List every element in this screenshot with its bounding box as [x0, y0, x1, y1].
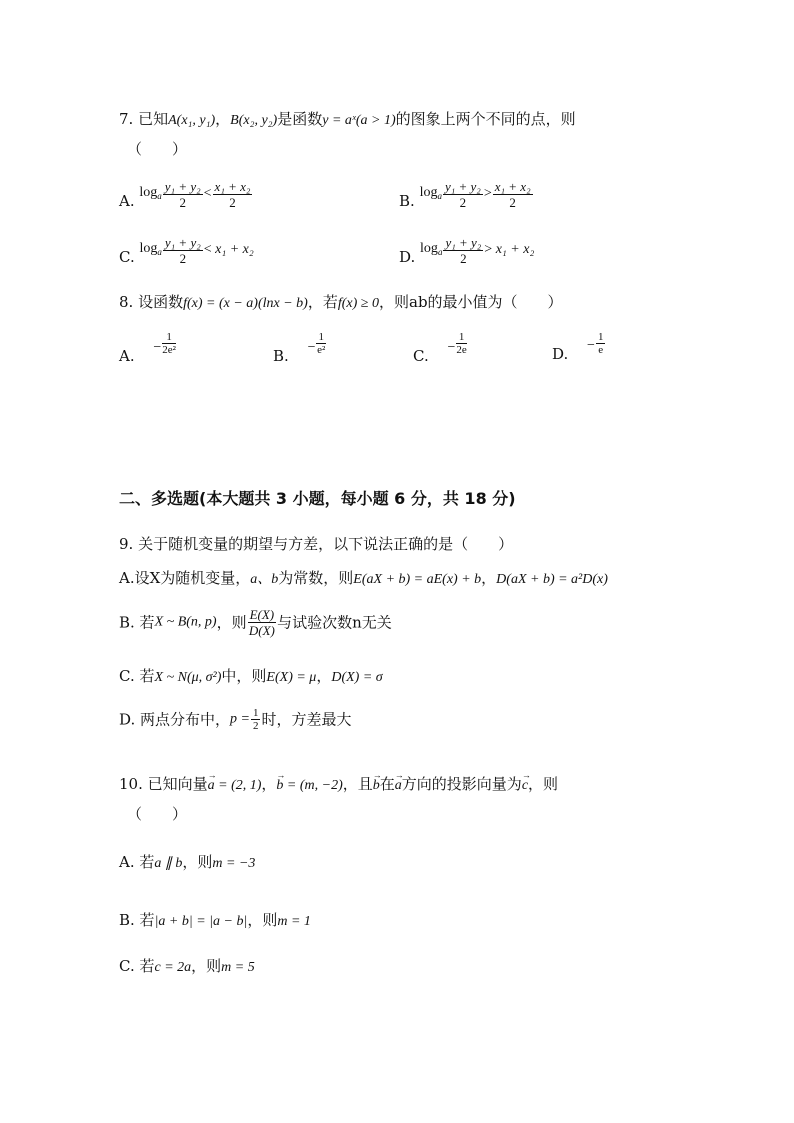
- option-label: B.: [273, 347, 289, 365]
- q10-b-condition: |a + b| = |a − b|: [154, 914, 248, 929]
- q10-a: → a: [395, 777, 402, 795]
- q7-option-a: [119, 178, 253, 210]
- q7-option-d: [399, 234, 534, 266]
- q7-pre: 已知: [138, 110, 169, 128]
- q9-c-pre: C. 若: [119, 667, 155, 685]
- q10-b-result: m = 1: [277, 914, 311, 929]
- greater-than: >: [483, 186, 492, 201]
- q10-post1: ，且: [342, 775, 373, 793]
- q9-d-half: $\frac{1}{2}$: [252, 707, 259, 732]
- fraction-x: $\frac{\text{x₁ + x₂}}{2}$: [494, 178, 531, 210]
- q9-b-ratio: $\frac{E(X)}{D(X)}$: [248, 607, 275, 638]
- minus-sign: −: [153, 340, 162, 355]
- fraction-y: $\frac{\text{y₁ + y₂}}{2}$: [444, 178, 481, 210]
- q7-mid: 是函数: [277, 110, 323, 128]
- q7-option-c: [119, 234, 254, 266]
- q9-a-pre: A.设X为随机变量，: [119, 569, 251, 587]
- q7-sep: ，: [215, 110, 231, 128]
- q10-c-result: m = 5: [221, 960, 255, 975]
- minus-sign: −: [447, 340, 456, 355]
- q9-b-distribution: X ~ B(n, p): [154, 614, 217, 630]
- answer-fraction: $\frac{1}{2e}$: [456, 331, 467, 356]
- q7-point-b: B(x₂, y₂): [230, 113, 278, 128]
- q9-b-post: 与试验次数n无关: [277, 613, 392, 632]
- q9-a-expectation: E(aX + b) = aE(x) + b: [353, 572, 482, 587]
- option-label: D.: [399, 248, 416, 266]
- q7-option-b: [399, 178, 534, 210]
- q9-a-variance: D(aX + b) = a²D(x): [496, 572, 608, 587]
- option-label: A.: [119, 347, 135, 365]
- q9-c-sep: ，: [316, 667, 332, 685]
- q9-a-mid: 为常数，则: [278, 569, 354, 587]
- q10-post3: ，则: [528, 775, 559, 793]
- q9-d-post: 时，方差最大: [261, 710, 352, 729]
- q9-c-expectation: E(X) = μ: [266, 670, 317, 685]
- q10-a-result: m = −3: [212, 856, 256, 871]
- answer-fraction: $\frac{1}{e}$: [597, 331, 604, 356]
- minus-sign: −: [307, 340, 316, 355]
- q9-stem: 9. 关于随机变量的期望与方差，以下说法正确的是（ ）: [119, 535, 514, 553]
- q10-pre: 10. 已知向量: [119, 775, 208, 793]
- q8-number: 8.: [119, 293, 134, 311]
- q8-condition: f(x) ≥ 0: [337, 296, 379, 311]
- q10-b-pre: B. 若: [119, 911, 155, 929]
- option-label: C.: [413, 347, 429, 365]
- q9-c-mid: 中，则: [221, 667, 267, 685]
- less-than: <: [203, 186, 212, 201]
- q8-comma: ，若: [307, 293, 338, 311]
- q9-c-distribution: X ~ N(μ, σ²): [154, 670, 222, 685]
- q10-vector-a: → a = (2, 1): [208, 777, 262, 795]
- q7-post: 的图象上两个不同的点，则: [395, 110, 576, 128]
- q10-paren: （ ）: [127, 805, 188, 823]
- rhs-sum: < x₁ + x₂: [203, 242, 254, 257]
- q8-stem: [119, 293, 563, 313]
- q10-c-pre: C. 若: [119, 957, 155, 975]
- fraction-y: $\frac{\text{y₁ + y₂}}{2}$: [445, 234, 482, 266]
- q8-pre: 设函数: [138, 293, 184, 311]
- q10-stem: [119, 775, 558, 795]
- fraction-y: $\frac{\text{y₁ + y₂}}{2}$: [164, 234, 201, 266]
- q10-option-b: [119, 911, 311, 931]
- q9-d-p: p =: [230, 711, 250, 727]
- log-symbol: $\log_a$: [139, 240, 162, 257]
- q9-b-pre: B. 若: [119, 613, 155, 632]
- q8-option-c: [413, 331, 468, 365]
- option-label: C.: [119, 248, 135, 266]
- q7-point-a: A(x₁, y₁): [168, 113, 216, 128]
- q7-stem: [119, 110, 576, 130]
- fraction-x: $\frac{\text{x₁ + x₂}}{2}$: [214, 178, 251, 210]
- option-label: A.: [119, 192, 135, 210]
- q10-in: 在: [379, 775, 395, 793]
- q8-option-a: [119, 331, 177, 365]
- q7-number: 7.: [119, 110, 134, 128]
- log-symbol: $\log_a$: [420, 240, 443, 257]
- q9-a-sep: ，: [481, 569, 497, 587]
- log-symbol: $\log_a$: [139, 184, 162, 201]
- q7-paren: （ ）: [127, 140, 188, 158]
- q10-b-post: ，则: [247, 911, 278, 929]
- option-label: B.: [399, 192, 415, 210]
- q10-sep: ，: [261, 775, 277, 793]
- q10-a-condition: a ∥ b: [154, 856, 183, 871]
- log-symbol: $\log_a$: [419, 184, 442, 201]
- q7-function: y = aˣ(a > 1): [322, 113, 396, 128]
- q9-d-pre: D. 两点分布中，: [119, 710, 231, 729]
- q8-function: f(x) = (x − a)(lnx − b): [183, 296, 308, 311]
- minus-sign: −: [587, 338, 595, 353]
- q9-option-c: [119, 667, 383, 687]
- q9-option-a: [119, 569, 608, 589]
- q10-c-post: ，则: [191, 957, 222, 975]
- q9-a-constants: a、b: [250, 572, 279, 587]
- q10-option-c: [119, 957, 255, 977]
- q9-option-b: [119, 607, 392, 638]
- q10-a-pre: A. 若: [119, 853, 155, 871]
- option-label: D.: [552, 345, 569, 363]
- q10-c-condition: c = 2a: [154, 960, 192, 975]
- q10-b: → b: [373, 777, 380, 795]
- q8-post: ，则ab的最小值为（ ）: [379, 293, 563, 311]
- q8-option-d: [552, 331, 606, 363]
- rhs-sum: > x₁ + x₂: [484, 242, 535, 257]
- answer-fraction: $\frac{1}{\text{e²}}$: [317, 331, 326, 356]
- fraction-y: $\frac{\text{y₁ + y₂}}{2}$: [164, 178, 201, 210]
- q10-option-a: [119, 853, 255, 873]
- section-heading: 二、多选题(本大题共 3 小题，每小题 6 分，共 18 分): [119, 489, 516, 508]
- answer-fraction: $\frac{1}{\text{2e²}}$: [162, 331, 176, 356]
- q10-c: → c: [522, 777, 528, 795]
- q9-option-d: [119, 707, 352, 732]
- q8-option-b: [273, 331, 327, 365]
- q9-b-mid: ，则: [216, 613, 247, 632]
- q10-a-post: ，则: [182, 853, 213, 871]
- q10-vector-b: → b = (m, −2): [276, 777, 342, 795]
- q9-c-variance: D(X) = σ: [331, 670, 383, 685]
- q10-post2: 方向的投影向量为: [401, 775, 522, 793]
